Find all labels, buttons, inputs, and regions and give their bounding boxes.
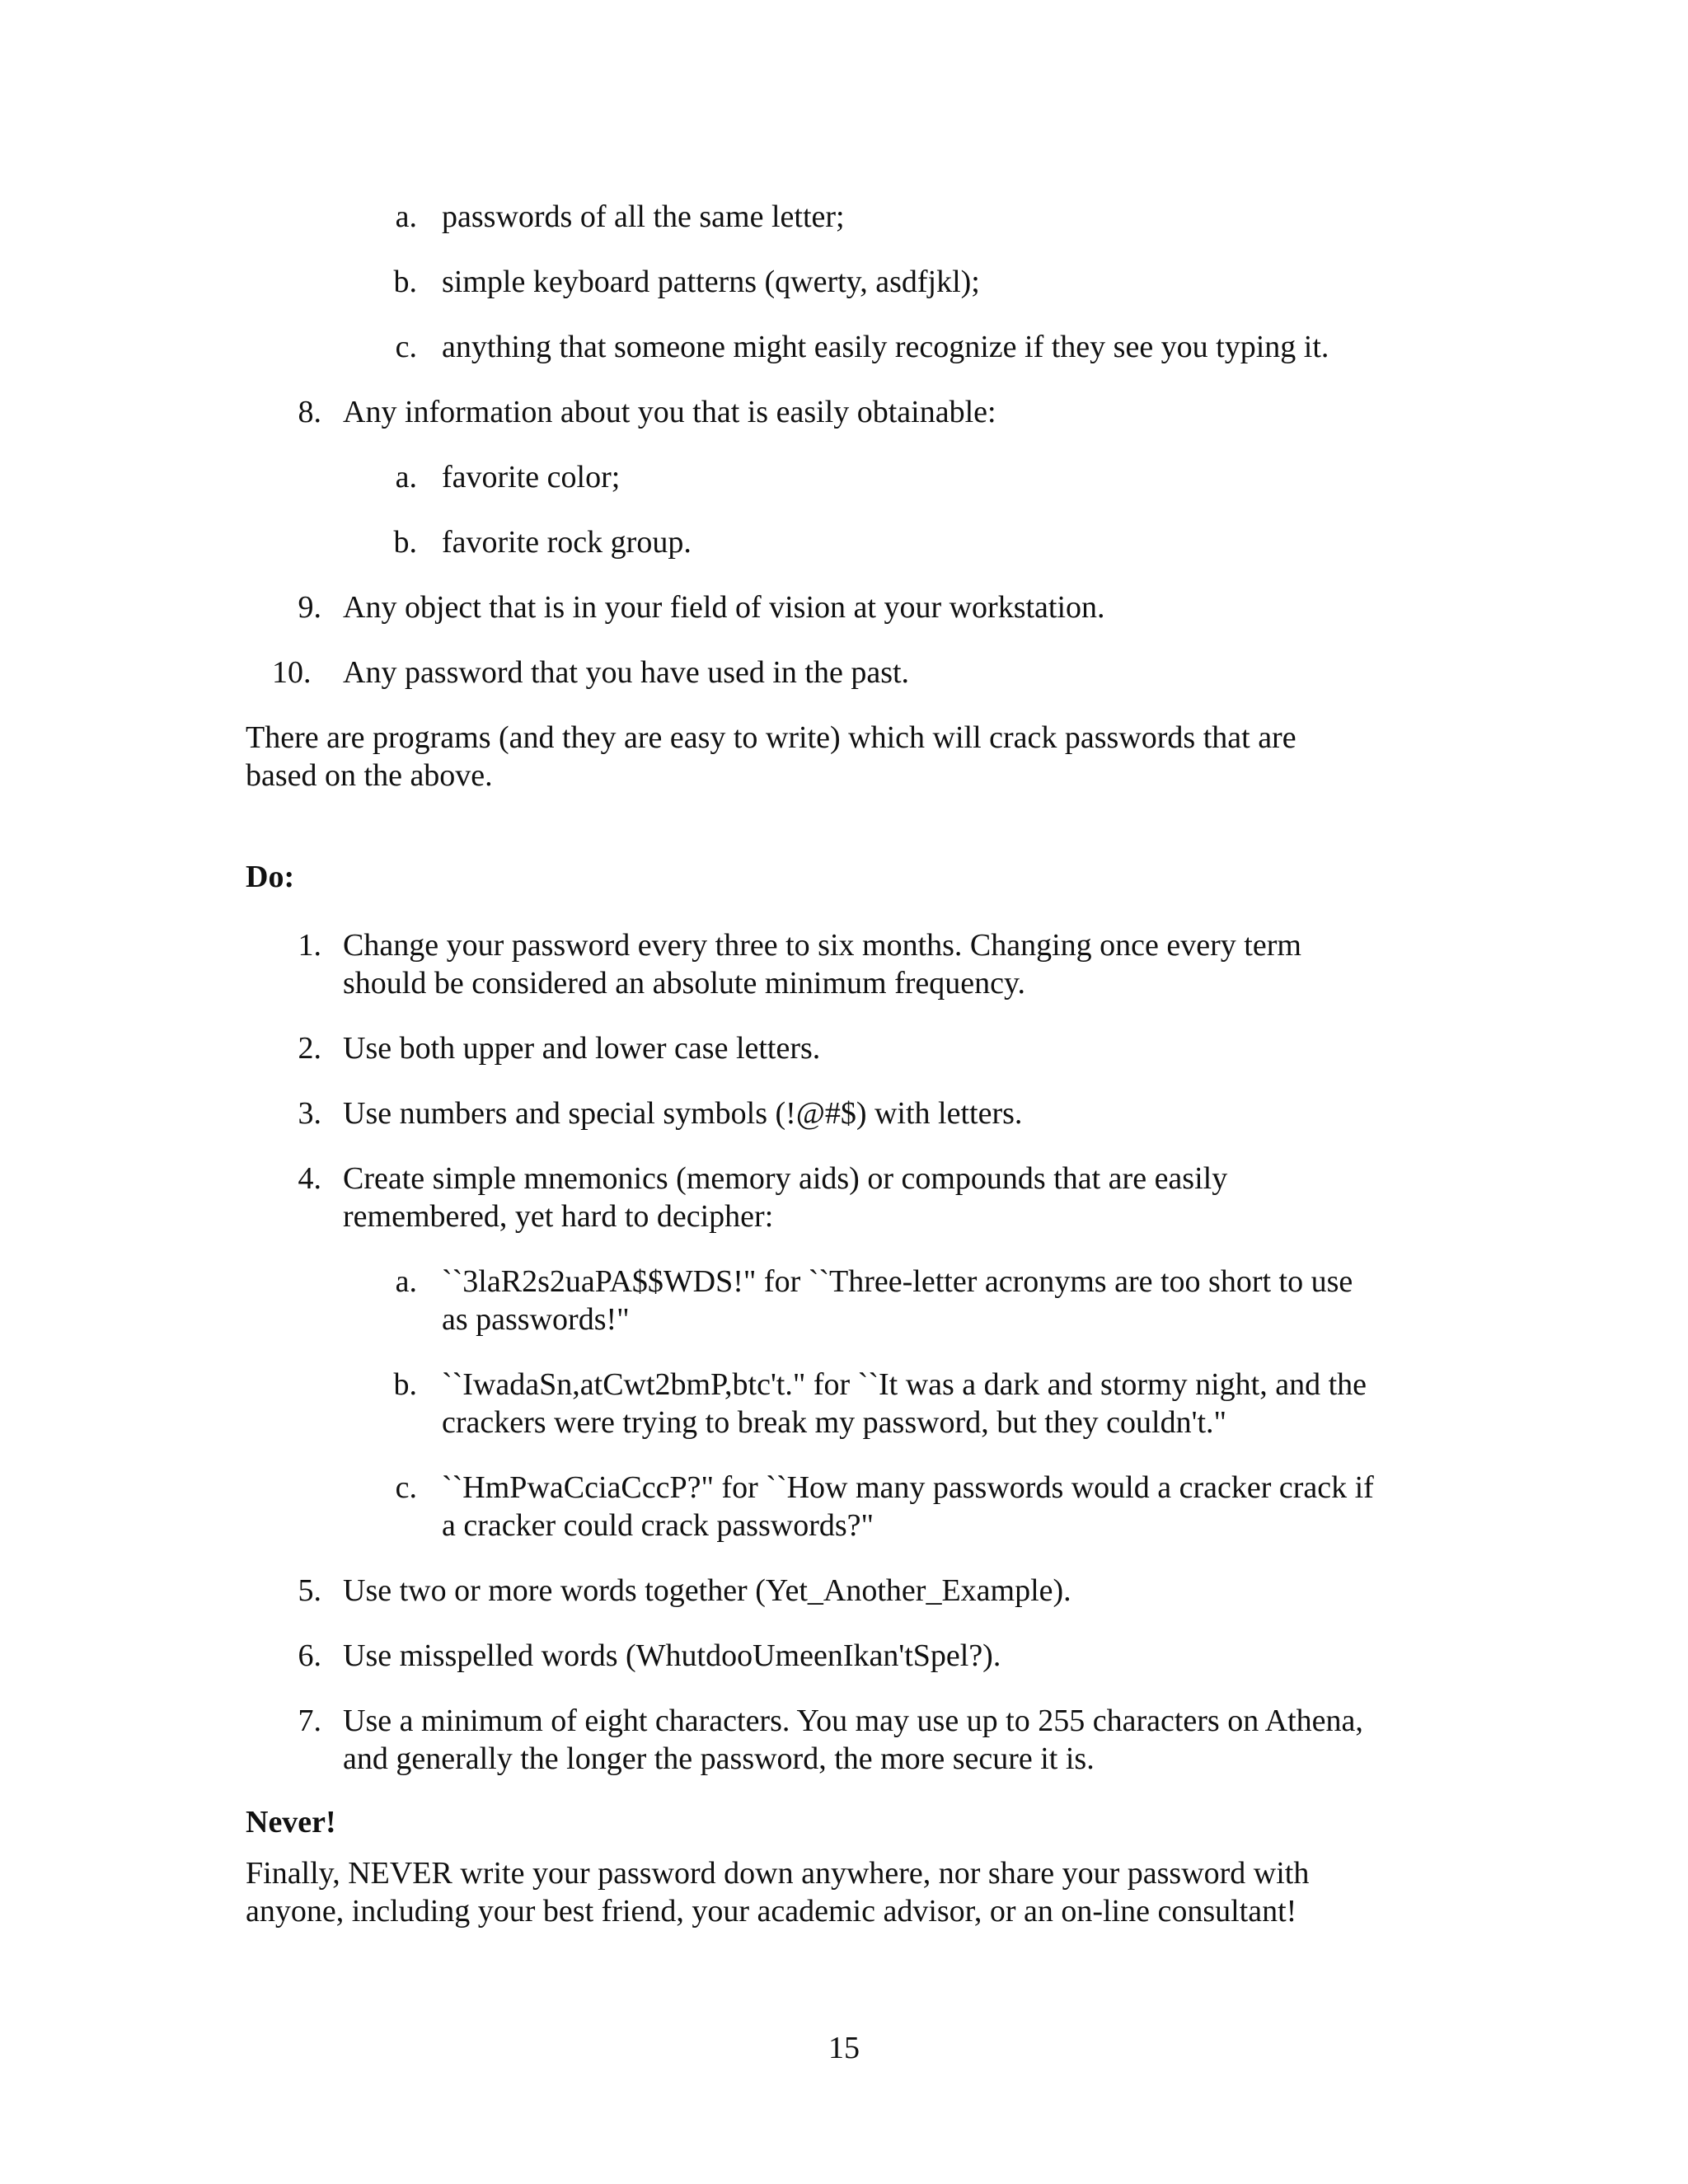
do-marker-3: 3. [298,1096,321,1131]
do-item-4c-line-2: a cracker could crack passwords?" [442,1508,874,1543]
do-item-1-line-2: should be considered an absolute minimum frequency. [343,966,1026,1001]
do-marker-4: 4. [298,1161,321,1196]
list-marker-8b: b. [393,525,417,560]
never-heading: Never! [246,1805,336,1840]
do-item-4-line-2: remembered, yet hard to decipher: [343,1199,774,1234]
do-marker-7: 7. [298,1704,321,1738]
do-item-4-line-1: Create simple mnemonics (memory aids) or compounds that are easily [343,1161,1228,1196]
do-marker-4a: a. [395,1264,417,1299]
list-item-7a: passwords of all the same letter; [442,199,845,234]
do-item-4b-line-2: crackers were trying to break my password, but they couldn't." [442,1405,1227,1440]
list-marker-8: 8. [298,395,321,429]
do-item-7-line-1: Use a minimum of eight characters. You may use up to 255 characters on Athena, [343,1704,1363,1738]
list-item-10: Any password that you have used in the past. [343,655,910,690]
list-marker-9: 9. [298,590,321,625]
list-marker-7b: b. [393,265,417,299]
list-item-8b: favorite rock group. [442,525,692,560]
never-line-1: Finally, NEVER write your password down anywhere, nor share your password with [246,1856,1310,1891]
do-item-3: Use numbers and special symbols (!@#$) with letters. [343,1096,1023,1131]
list-item-8: Any information about you that is easily obtainable: [343,395,996,429]
page-number: 15 [828,2031,860,2065]
do-item-2: Use both upper and lower case letters. [343,1031,821,1066]
never-line-2: anyone, including your best friend, your academic advisor, or an on-line consultant! [246,1894,1297,1929]
do-item-4c-line-1: ``HmPwaCciaCccP?" for ``How many passwords would a cracker crack if [442,1470,1374,1505]
do-item-7-line-2: and generally the longer the password, the more secure it is. [343,1741,1095,1776]
paragraph-line-1: There are programs (and they are easy to write) which will crack passwords that are [246,720,1296,755]
list-item-7b: simple keyboard patterns (qwerty, asdfjkl); [442,265,980,299]
list-marker-7c: c. [395,330,417,364]
paragraph-line-2: based on the above. [246,758,493,793]
do-marker-1: 1. [298,928,321,963]
do-item-4b-line-1: ``IwadaSn,atCwt2bmP,btc't." for ``It was a dark and stormy night, and the [442,1367,1367,1402]
list-item-8a: favorite color; [442,460,621,494]
do-marker-4b: b. [393,1367,417,1402]
do-marker-5: 5. [298,1573,321,1608]
do-item-4a-line-2: as passwords!" [442,1302,630,1337]
do-marker-2: 2. [298,1031,321,1066]
list-marker-10: 10. [272,655,312,690]
list-marker-8a: a. [395,460,417,494]
do-item-1-line-1: Change your password every three to six months. Changing once every term [343,928,1301,963]
do-heading: Do: [246,860,295,894]
do-item-6: Use misspelled words (WhutdooUmeenIkan'tSpel?). [343,1638,1001,1673]
do-marker-4c: c. [395,1470,417,1505]
list-marker-7a: a. [395,199,417,234]
do-marker-6: 6. [298,1638,321,1673]
do-item-4a-line-1: ``3laR2s2uaPA$$WDS!" for ``Three-letter acronyms are too short to use [442,1264,1353,1299]
list-item-9: Any object that is in your field of vision at your workstation. [343,590,1105,625]
list-item-7c: anything that someone might easily recognize if they see you typing it. [442,330,1329,364]
do-item-5: Use two or more words together (Yet_Another_Example). [343,1573,1071,1608]
